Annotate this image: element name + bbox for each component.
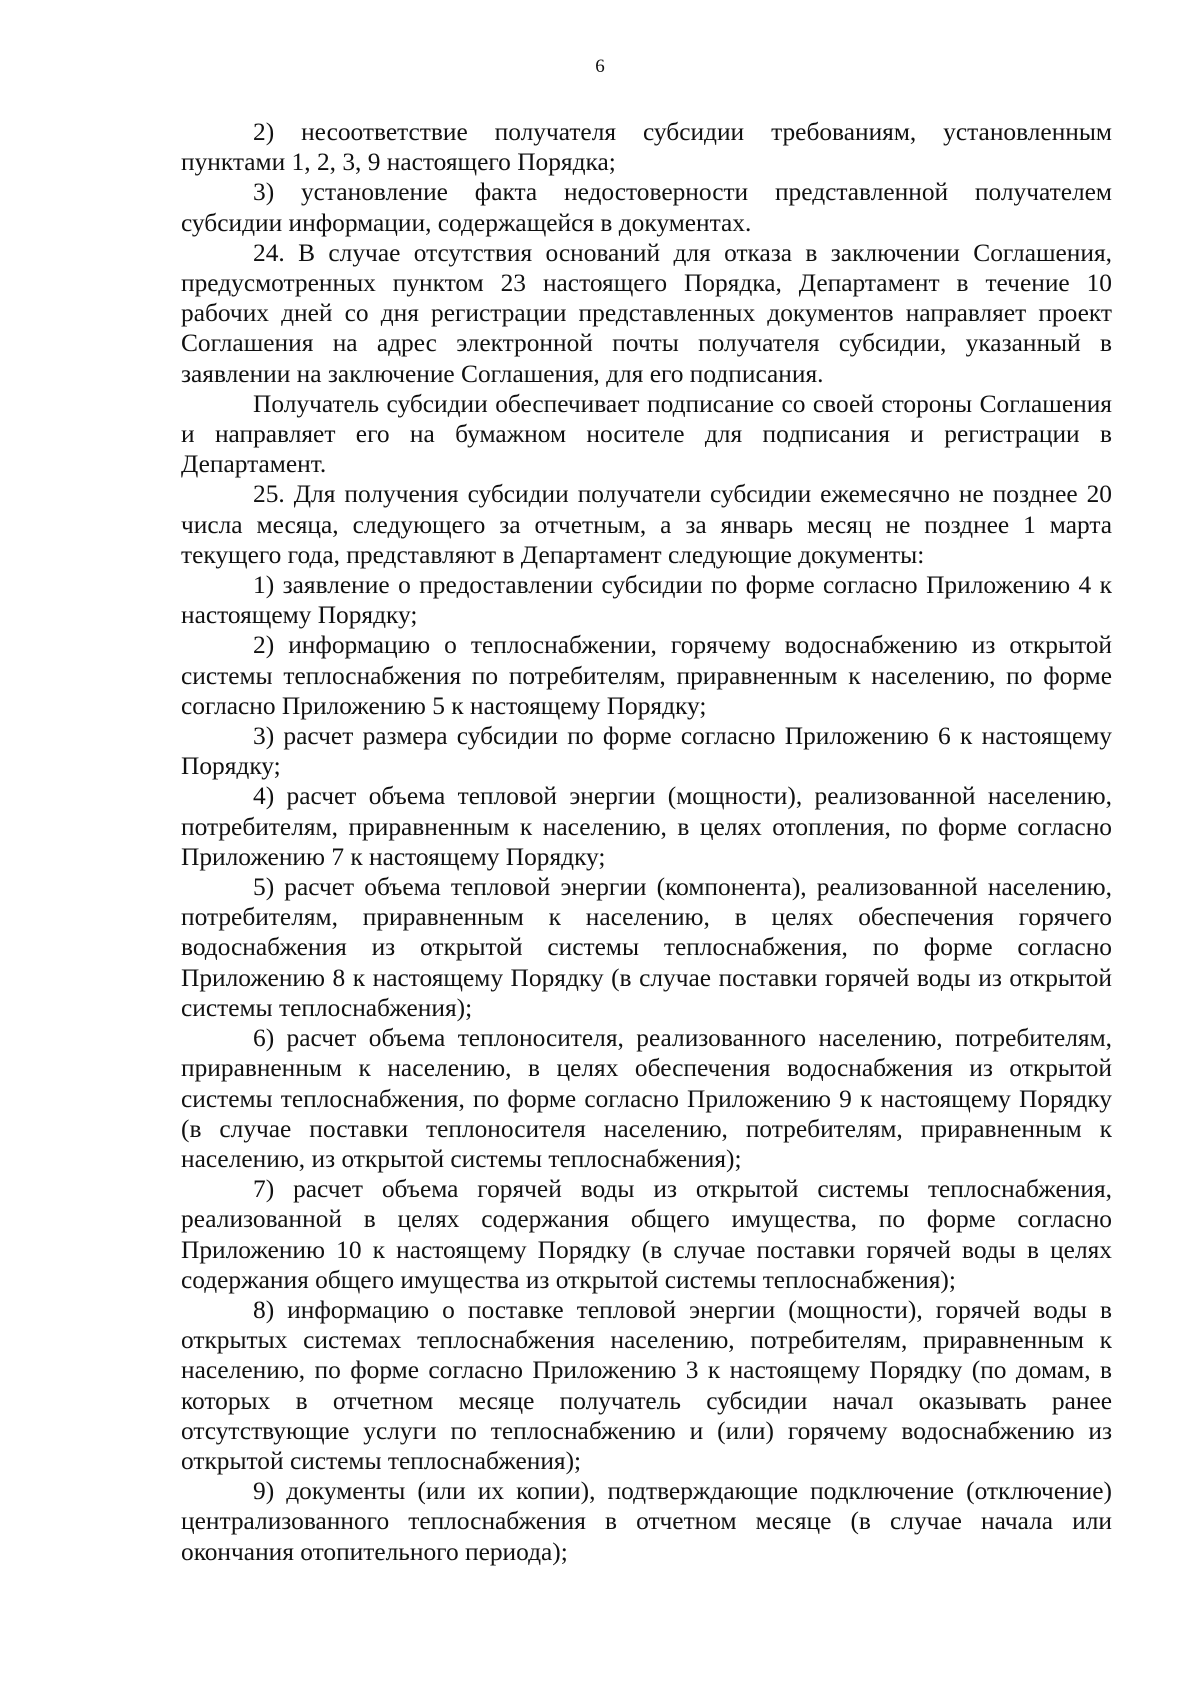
- paragraph-doc-9-connection-documents: 9) документы (или их копии), подтверждающие подключение (отключение) централизованного теплоснабжения в отчетном месяце (в случае начала или окончания отопительного периода);: [181, 1477, 1112, 1566]
- paragraph-doc-1-application: 1) заявление о предоставлении субсидии по форме согласно Приложению 4 к настоящему Порядку;: [181, 571, 1112, 630]
- paragraph-clause-25: 25. Для получения субсидии получатели субсидии ежемесячно не позднее 20 числа месяца, следующего за отчетным, а за январь месяц не позднее 1 марта текущего года, представляют в Департамент следующие документы:: [181, 480, 1112, 569]
- paragraph-doc-5-hot-water-energy-calculation: 5) расчет объема тепловой энергии (компонента), реализованной населению, потребителям, приравненным к населению, в целях обеспечения горячего водоснабжения из открытой системы теплоснабжения, по форме согласно Приложению 8 к настоящему Порядку (в случае поставки горячей воды из открытой системы теплоснабжения);: [181, 873, 1112, 1022]
- paragraph-clause-24: 24. В случае отсутствия оснований для отказа в заключении Соглашения, предусмотренных пунктом 23 настоящего Порядка, Департамент в течение 10 рабочих дней со дня регистрации представленных документов направляет проект Соглашения на адрес электронной почты получателя субсидии, указанный в заявлении на заключение Соглашения, для его подписания.: [181, 238, 1112, 388]
- paragraph-doc-8-supply-information: 8) информацию о поставке тепловой энергии (мощности), горячей воды в открытых системах теплоснабжения населению, потребителям, приравненным к населению, по форме согласно Приложению 3 к настоящему Порядку (по домам, в которых в отчетном месяце получатель субсидии начал оказывать ранее отсутствующие услуги по теплоснабжению и (или) горячему водоснабжению из открытой системы теплоснабжения);: [181, 1295, 1112, 1475]
- paragraph-doc-3-subsidy-calculation: 3) расчет размера субсидии по форме согласно Приложению 6 к настоящему Порядку;: [181, 722, 1112, 781]
- paragraph-item-2-noncompliance: 2) несоответствие получателя субсидии требованиям, установленным пунктами 1, 2, 3, 9 настоящего Порядка;: [181, 118, 1112, 177]
- paragraph-recipient-signing: Получатель субсидии обеспечивает подписание со своей стороны Соглашения и направляет его на бумажном носителе для подписания и регистрации в Департамент.: [181, 389, 1112, 479]
- paragraph-item-3-false-information: 3) установление факта недостоверности представленной получателем субсидии информации, содержащейся в документах.: [181, 178, 1112, 237]
- paragraph-doc-6-heat-carrier-calculation: 6) расчет объема теплоносителя, реализованного населению, потребителям, приравненным к населению, в целях обеспечения водоснабжения из открытой системы теплоснабжения, по форме согласно Приложению 9 к настоящему Порядку (в случае поставки теплоносителя населению, потребителям, приравненным к населению, из открытой системы теплоснабжения);: [181, 1024, 1112, 1173]
- paragraph-doc-2-heat-supply-info: 2) информацию о теплоснабжении, горячему водоснабжению из открытой системы теплоснабжения по потребителям, приравненным к населению, по форме согласно Приложению 5 к настоящему Порядку;: [181, 631, 1112, 720]
- page-number: 6: [595, 56, 605, 77]
- document-body: [181, 117, 1112, 1567]
- paragraph-doc-7-hot-water-common-property: 7) расчет объема горячей воды из открытой системы теплоснабжения, реализованной в целях содержания общего имущества, по форме согласно Приложению 10 к настоящему Порядку (в случае поставки горячей воды в целях содержания общего имущества из открытой системы теплоснабжения);: [181, 1175, 1112, 1294]
- paragraph-doc-4-heating-energy-calculation: 4) расчет объема тепловой энергии (мощности), реализованной населению, потребителям, приравненным к населению, в целях отопления, по форме согласно Приложению 7 к настоящему Порядку;: [181, 782, 1112, 871]
